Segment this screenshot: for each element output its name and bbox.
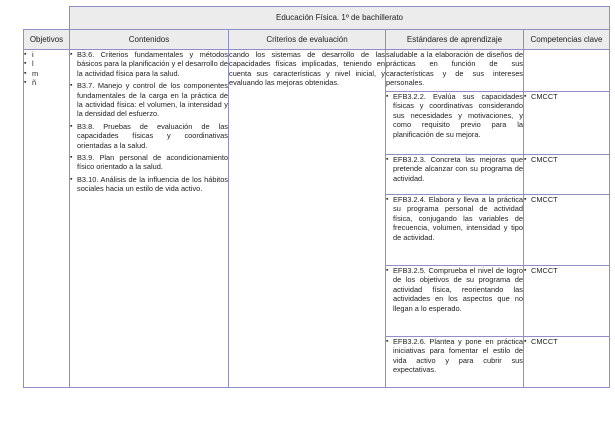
table-title: Educación Física. 1º de bachillerato bbox=[70, 7, 610, 30]
estandar-cell bbox=[386, 337, 524, 388]
estandar-item: ▪ EFB3.2.5. Comprueba el nivel de logro de los objetivos de su programa de actividad física, reorientando las actividades en los aspectos que no llegan a lo esperado. bbox=[386, 266, 523, 313]
competencia-cell bbox=[524, 92, 610, 155]
header-estandares: Estándares de aprendizaje bbox=[386, 30, 524, 50]
objetivos-cell bbox=[24, 50, 70, 388]
contenido-item: ▪ B3.6. Criterios fundamentales y métodos básicos para la planificación y el desarrollo de la actividad física para la salud. bbox=[70, 50, 228, 78]
estandar-item: ▪ EFB3.2.6. Plantea y pone en práctica iniciativas para fomentar el estilo de vida activo y para cubrir sus expectativas. bbox=[386, 337, 523, 375]
competencia-item: ▪ CMCCT bbox=[524, 195, 609, 204]
competencia-cell bbox=[524, 195, 610, 266]
competencia-cell bbox=[524, 266, 610, 337]
objetivo-item: ▪ ñ bbox=[24, 78, 69, 87]
competencia-cell bbox=[524, 337, 610, 388]
competencia-item: ▪ CMCCT bbox=[524, 155, 609, 164]
estandar-cell bbox=[386, 50, 524, 92]
competencia-cell bbox=[524, 155, 610, 195]
contenidos-list bbox=[70, 50, 228, 194]
competencia-item: ▪ CMCCT bbox=[524, 92, 609, 101]
criterio-cell bbox=[229, 50, 386, 388]
corner-cell bbox=[24, 7, 70, 30]
competencia-item: ▪ CMCCT bbox=[524, 337, 609, 346]
competencia-item: ▪ CMCCT bbox=[524, 266, 609, 275]
header-objetivos: Objetivos bbox=[24, 30, 70, 50]
header-criterios: Criterios de evaluación bbox=[229, 30, 386, 50]
contenido-item: ▪ B3.8. Pruebas de evaluación de las capacidades físicas y coordinativas orientadas a la salud. bbox=[70, 122, 228, 150]
contenido-item: ▪ B3.7. Manejo y control de los componentes fundamentales de la carga en la práctica de la actividad física: el volumen, la intensidad y la densidad del esfuerzo. bbox=[70, 81, 228, 119]
objetivo-item: ▪ l bbox=[24, 59, 69, 68]
curriculum-table bbox=[23, 6, 610, 388]
header-contenidos: Contenidos bbox=[70, 30, 229, 50]
objetivo-item: ▪ m bbox=[24, 69, 69, 78]
objetivo-item: ▪ i bbox=[24, 50, 69, 59]
competencia-cell bbox=[524, 50, 610, 92]
contenidos-cell bbox=[70, 50, 229, 388]
estandar-item: ▪ EFB3.2.4. Elabora y lleva a la práctica su programa personal de actividad física, conjugando las variables de frecuencia, volumen, intensidad y tipo de actividad. bbox=[386, 195, 523, 242]
contenido-item: ▪ B3.10. Análisis de la influencia de los hábitos sociales hacia un estilo de vida activo. bbox=[70, 175, 228, 194]
objetivos-list bbox=[24, 50, 69, 88]
estandar-item: ▪ EFB3.2.2. Evalúa sus capacidades físicas y coordinativas considerando sus necesidades y motivaciones, y como requisito previo para la planificación de su mejora. bbox=[386, 92, 523, 139]
estandar-cell bbox=[386, 266, 524, 337]
header-competencias: Competencias clave bbox=[524, 30, 610, 50]
criterio-text: cando los sistemas de desarrollo de las capacidades físicas implicadas, teniendo en cuenta sus características y nivel inicial, y evaluando las mejoras obtenidas. bbox=[229, 50, 385, 88]
estandar-text: saludable a la elaboración de diseños de prácticas en función de sus características y de sus intereses personales. bbox=[386, 50, 523, 88]
estandar-cell bbox=[386, 155, 524, 195]
estandar-cell bbox=[386, 92, 524, 155]
estandar-item: ▪ EFB3.2.3. Concreta las mejoras que pretende alcanzar con su programa de actividad. bbox=[386, 155, 523, 183]
contenido-item: ▪ B3.9. Plan personal de acondicionamiento físico orientado a la salud. bbox=[70, 153, 228, 172]
estandar-cell bbox=[386, 195, 524, 266]
